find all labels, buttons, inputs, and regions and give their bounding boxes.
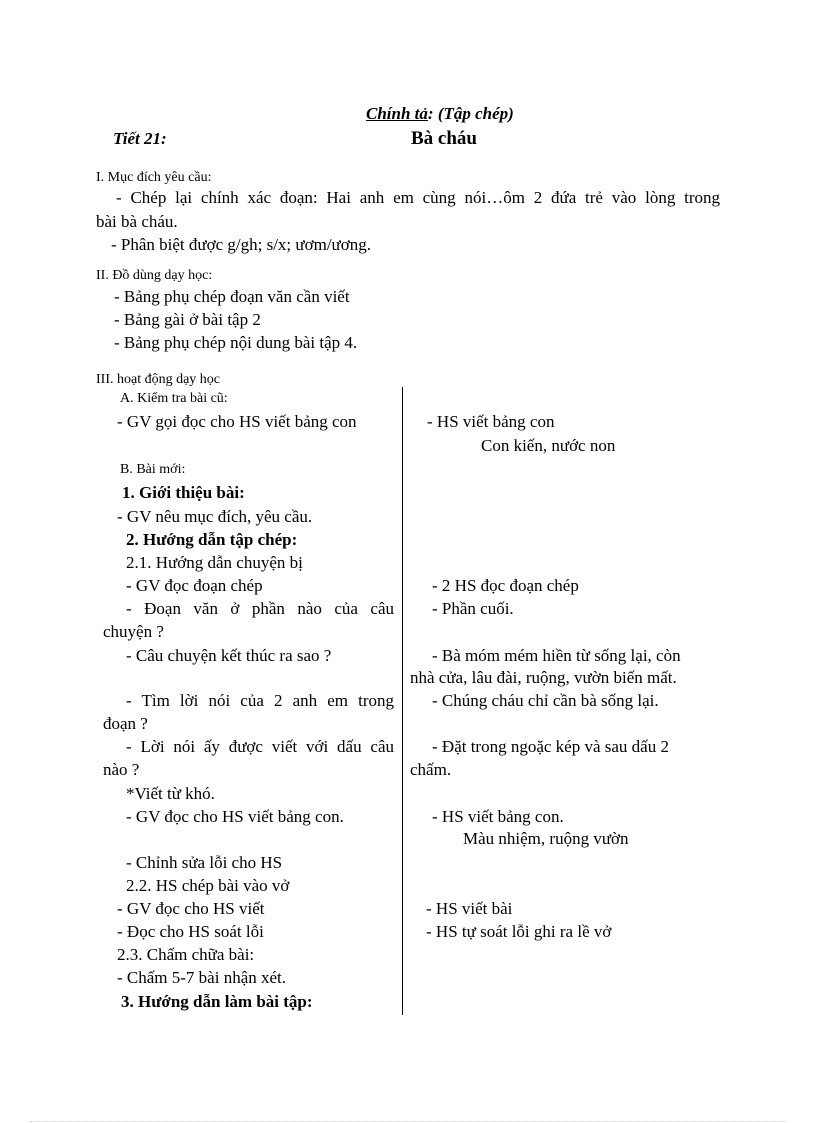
q2-right: - Phần cuối. [432, 599, 514, 618]
q8-left: - Đọc cho HS soát lỗi [117, 922, 264, 941]
b21-heading: 2.1. Hướng dẫn chuyện bị [126, 553, 303, 572]
q7-left: - GV đọc cho HS viết [117, 899, 265, 918]
q5-right-cont: chấm. [410, 760, 452, 779]
section2-item: - Bảng phụ chép đoạn văn cần viết [114, 287, 350, 306]
q5-right: - Đặt trong ngoặc kép và sau dấu 2 [432, 737, 669, 756]
a-heading: A. Kiểm tra bài cũ: [120, 391, 228, 406]
q2-left-cont: chuyện ? [103, 622, 164, 641]
section1-line3: - Phân biệt được g/gh; s/x; ươm/ương. [111, 235, 372, 254]
q4-left: - Tìm lời nói của 2 anh em trong [126, 691, 394, 710]
subject-suffix: : (Tập chép) [427, 104, 514, 123]
footer-dotted-line [30, 1121, 786, 1122]
fix-errors: - Chỉnh sửa lỗi cho HS [126, 853, 283, 872]
a-right: - HS viết bảng con [427, 412, 555, 431]
q3-right: - Bà móm mém hiền từ sống lại, còn [432, 646, 681, 665]
q7-right: - HS viết bài [426, 899, 513, 918]
q1-left: - GV đọc đoạn chép [126, 576, 263, 595]
b-heading: B. Bài mới: [120, 462, 186, 477]
b1-heading: 1. Giới thiệu bài: [122, 483, 245, 502]
q1-right: - 2 HS đọc đoạn chép [432, 576, 579, 595]
q2-left: - Đoạn văn ở phần nào của câu [126, 599, 394, 618]
q4-left-cont: đoạn ? [103, 714, 148, 733]
b3-heading: 3. Hướng dẫn làm bài tập: [121, 992, 313, 1011]
section1-line2: bài bà cháu. [96, 212, 178, 231]
q6-left: - GV đọc cho HS viết bảng con. [126, 807, 344, 826]
section2-heading: II. Đồ dùng dạy học: [96, 268, 213, 283]
q5-left-cont: nào ? [103, 760, 140, 779]
q6-right-words: Màu nhiệm, ruộng vườn [463, 829, 629, 848]
b2-heading: 2. Hướng dẫn tập chép: [126, 530, 298, 549]
section2-item: - Bảng phụ chép nội dung bài tập 4. [114, 333, 358, 352]
a-left: - GV gọi đọc cho HS viết bảng con [117, 412, 357, 431]
subject: Chính tả [366, 104, 428, 123]
lesson-subject-line [366, 104, 514, 124]
hard-words: *Viết từ khó. [126, 784, 215, 803]
section2-item: - Bảng gài ở bài tập 2 [114, 310, 261, 329]
q4-right: - Chúng cháu chỉ cần bà sống lại. [432, 691, 659, 710]
b23-left: - Chấm 5-7 bài nhận xét. [117, 968, 287, 987]
q6-right: - HS viết bảng con. [432, 807, 564, 826]
section1-heading: I. Mục đích yêu cầu: [96, 170, 212, 185]
q3-left: - Câu chuyện kết thúc ra sao ? [126, 646, 332, 665]
page-title: Bà cháu [411, 128, 477, 149]
column-divider [402, 387, 403, 1015]
b23-heading: 2.3. Chấm chữa bài: [117, 945, 255, 964]
period-label: Tiết 21: [113, 129, 167, 148]
q8-right: - HS tự soát lỗi ghi ra lề vở [426, 922, 612, 941]
q5-left: - Lời nói ấy được viết với dấu câu [126, 737, 394, 756]
b22-heading: 2.2. HS chép bài vào vở [126, 876, 290, 895]
section1-line1: - Chép lại chính xác đoạn: Hai anh em cùng nói…ôm 2 đứa trẻ vào lòng trong [116, 188, 720, 207]
q3-right-cont: nhà cửa, lâu đài, ruộng, vườn biến mất. [410, 668, 677, 687]
section3-heading: III. hoạt động dạy học [96, 372, 221, 387]
a-right-words: Con kiến, nước non [481, 436, 616, 455]
b1-left: - GV nêu mục đích, yêu cầu. [117, 507, 313, 526]
